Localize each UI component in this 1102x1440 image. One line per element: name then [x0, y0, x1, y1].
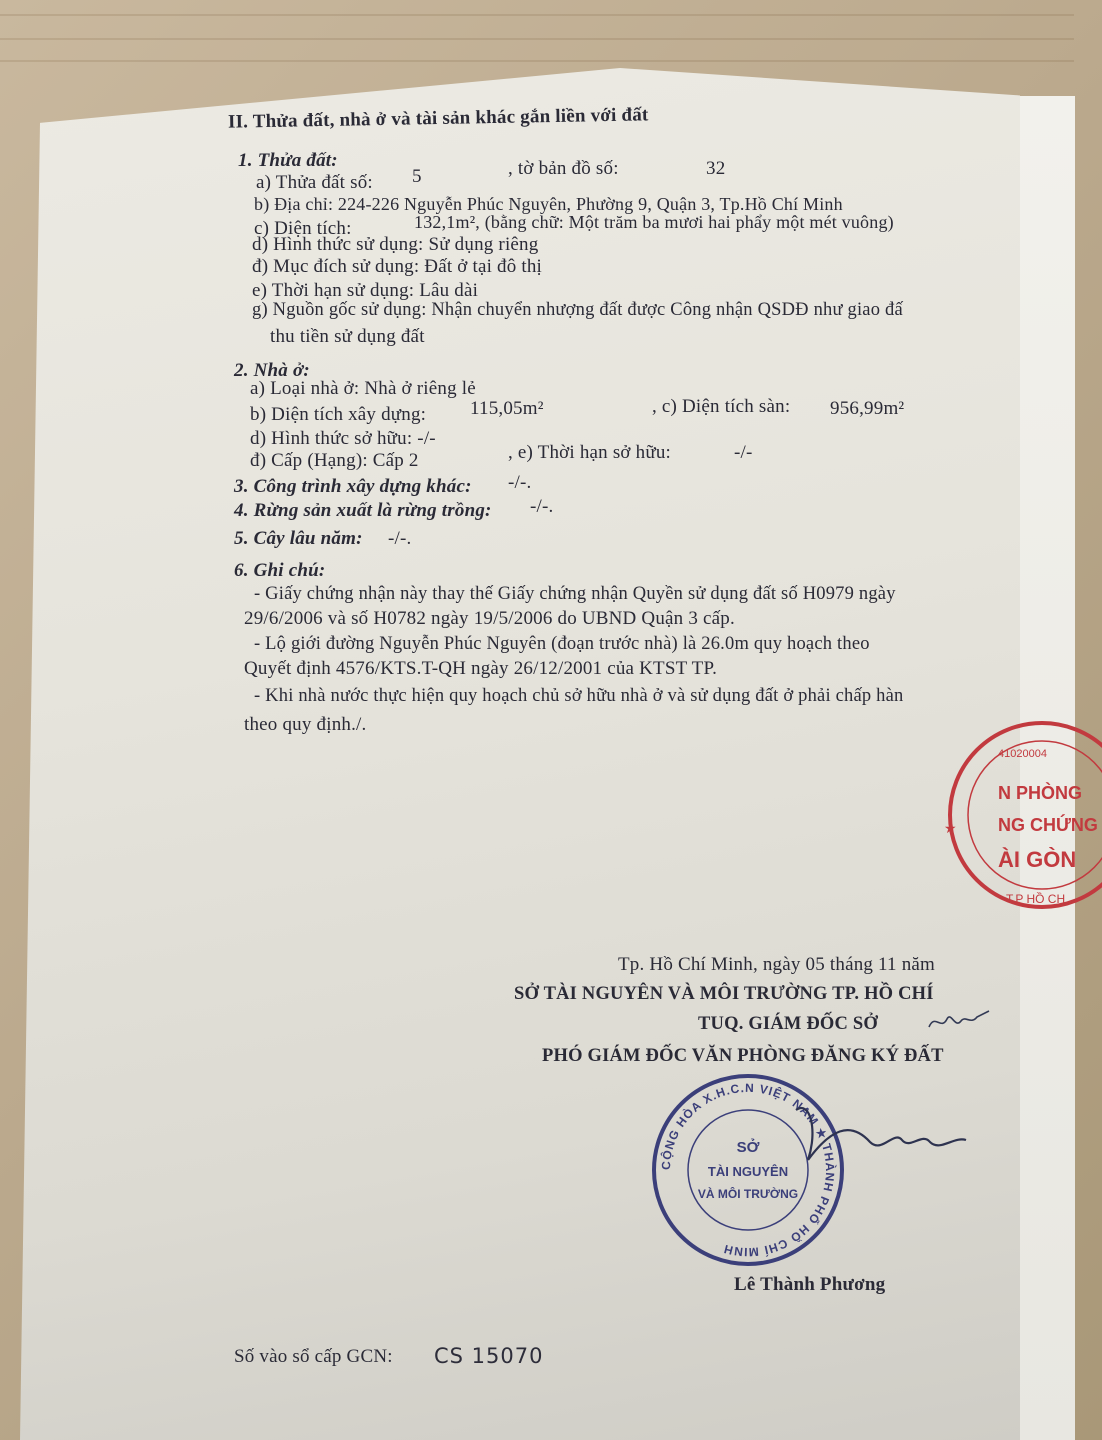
- forest-heading: 4. Rừng sản xuất là rừng trồng:: [234, 500, 492, 521]
- parcel-label: a) Thửa đất số:: [256, 172, 373, 193]
- seal-blue-ring: CỘNG HÒA X.H.C.N VIỆT NAM ★ THÀNH PHỐ HỒ CHÍ MINH: [658, 1080, 838, 1260]
- build-area-label: b) Diện tích xây dựng:: [250, 404, 427, 425]
- address-line: b) Địa chỉ: 224-226 Nguyễn Phúc Nguyên, Phường 9, Quận 3, Tp.Hồ Chí Minh: [254, 194, 843, 214]
- note-line: - Giấy chứng nhận này thay thế Giấy chứng nhận Quyền sử dụng đất số H0979 ngày: [254, 584, 896, 604]
- parcel-number: 5: [412, 166, 422, 187]
- notary-red-seal: [932, 715, 1102, 915]
- seal-red-line4: ÀI GÒN: [998, 847, 1077, 872]
- perennial-heading: 5. Cây lâu năm:: [234, 528, 363, 549]
- seal-red-line1: 41020004: [998, 748, 1047, 760]
- use-term: e) Thời hạn sử dụng: Lâu dài: [252, 280, 479, 301]
- use-form: d) Hình thức sử dụng: Sử dụng riêng: [252, 234, 539, 255]
- seal-star-icon: ★: [944, 822, 957, 837]
- owner-term-label: , e) Thời hạn sở hữu:: [508, 442, 672, 463]
- other-works-value: -/-.: [508, 472, 532, 493]
- initials-signature: [925, 1005, 995, 1037]
- area-label: c) Diện tích:: [254, 218, 352, 239]
- owner-term-value: -/-: [734, 442, 753, 463]
- note-line: Quyết định 4576/KTS.T-QH ngày 26/12/2001 của KTST TP.: [244, 658, 718, 679]
- signer-name: Lê Thành Phương: [734, 1274, 886, 1295]
- note-line: 29/6/2006 và số H0782 ngày 19/5/2006 do UBND Quận 3 cấp.: [244, 608, 735, 629]
- land-origin-cont: thu tiền sử dụng đất: [270, 326, 425, 347]
- house-type: a) Loại nhà ở: Nhà ở riêng lẻ: [250, 378, 476, 399]
- land-heading: 1. Thửa đất:: [238, 150, 338, 171]
- department-name: SỞ TÀI NGUYÊN VÀ MÔI TRƯỜNG TP. HỒ CHÍ: [514, 984, 934, 1004]
- house-heading: 2. Nhà ở:: [234, 360, 310, 381]
- house-grade: đ) Cấp (Hạng): Cấp 2: [250, 450, 419, 471]
- seal-blue-center1: SỞ: [736, 1139, 760, 1156]
- section-title: II. Thửa đất, nhà ở và tài sản khác gắn liền với đất: [227, 104, 649, 133]
- other-works-heading: 3. Công trình xây dựng khác:: [234, 476, 472, 497]
- note-line: theo quy định./.: [244, 714, 367, 735]
- date-line: Tp. Hồ Chí Minh, ngày 05 tháng 11 năm: [618, 954, 936, 975]
- registry-label: Số vào sổ cấp GCN:: [234, 1346, 393, 1367]
- seal-red-line5: T.P HỒ CH: [1006, 892, 1066, 906]
- ownership-form: d) Hình thức sở hữu: -/-: [250, 428, 436, 449]
- seal-blue-center3: VÀ MÔI TRƯỜNG: [697, 1187, 799, 1201]
- note-line: - Khi nhà nước thực hiện quy hoạch chủ sở hữu nhà ở và sử dụng đất ở phải chấp hàn: [254, 686, 904, 706]
- deputy-title: PHÓ GIÁM ĐỐC VĂN PHÒNG ĐĂNG KÝ ĐẤT: [542, 1046, 944, 1066]
- seal-blue-center2: TÀI NGUYÊN: [707, 1164, 789, 1179]
- map-label: , tờ bản đồ số:: [508, 158, 619, 179]
- map-number: 32: [706, 158, 726, 179]
- floor-area-label: , c) Diện tích sàn:: [652, 396, 791, 417]
- use-purpose: đ) Mục đích sử dụng: Đất ở tại đô thị: [252, 256, 543, 277]
- director-signature: [790, 1090, 970, 1180]
- seal-red-line3: NG CHỨNG: [998, 815, 1098, 835]
- forest-value: -/-.: [530, 496, 554, 517]
- land-origin: g) Nguồn gốc sử dụng: Nhận chuyển nhượng đất được Công nhận QSDĐ như giao đấ: [252, 300, 903, 320]
- build-area-value: 115,05m²: [470, 398, 544, 419]
- tuq-title: TUQ. GIÁM ĐỐC SỞ: [698, 1014, 878, 1034]
- note-line: - Lộ giới đường Nguyễn Phúc Nguyên (đoạn trước nhà) là 26.0m quy hoạch theo: [254, 634, 870, 654]
- perennial-value: -/-.: [388, 528, 412, 549]
- seal-red-line2: N PHÒNG: [998, 783, 1083, 803]
- floor-area-value: 956,99m²: [830, 398, 905, 419]
- notes-heading: 6. Ghi chú:: [234, 560, 326, 581]
- registry-number: CS 15070: [434, 1344, 544, 1368]
- area-value: 132,1m², (bằng chữ: Một trăm ba mươi hai phẩy một mét vuông): [414, 212, 894, 232]
